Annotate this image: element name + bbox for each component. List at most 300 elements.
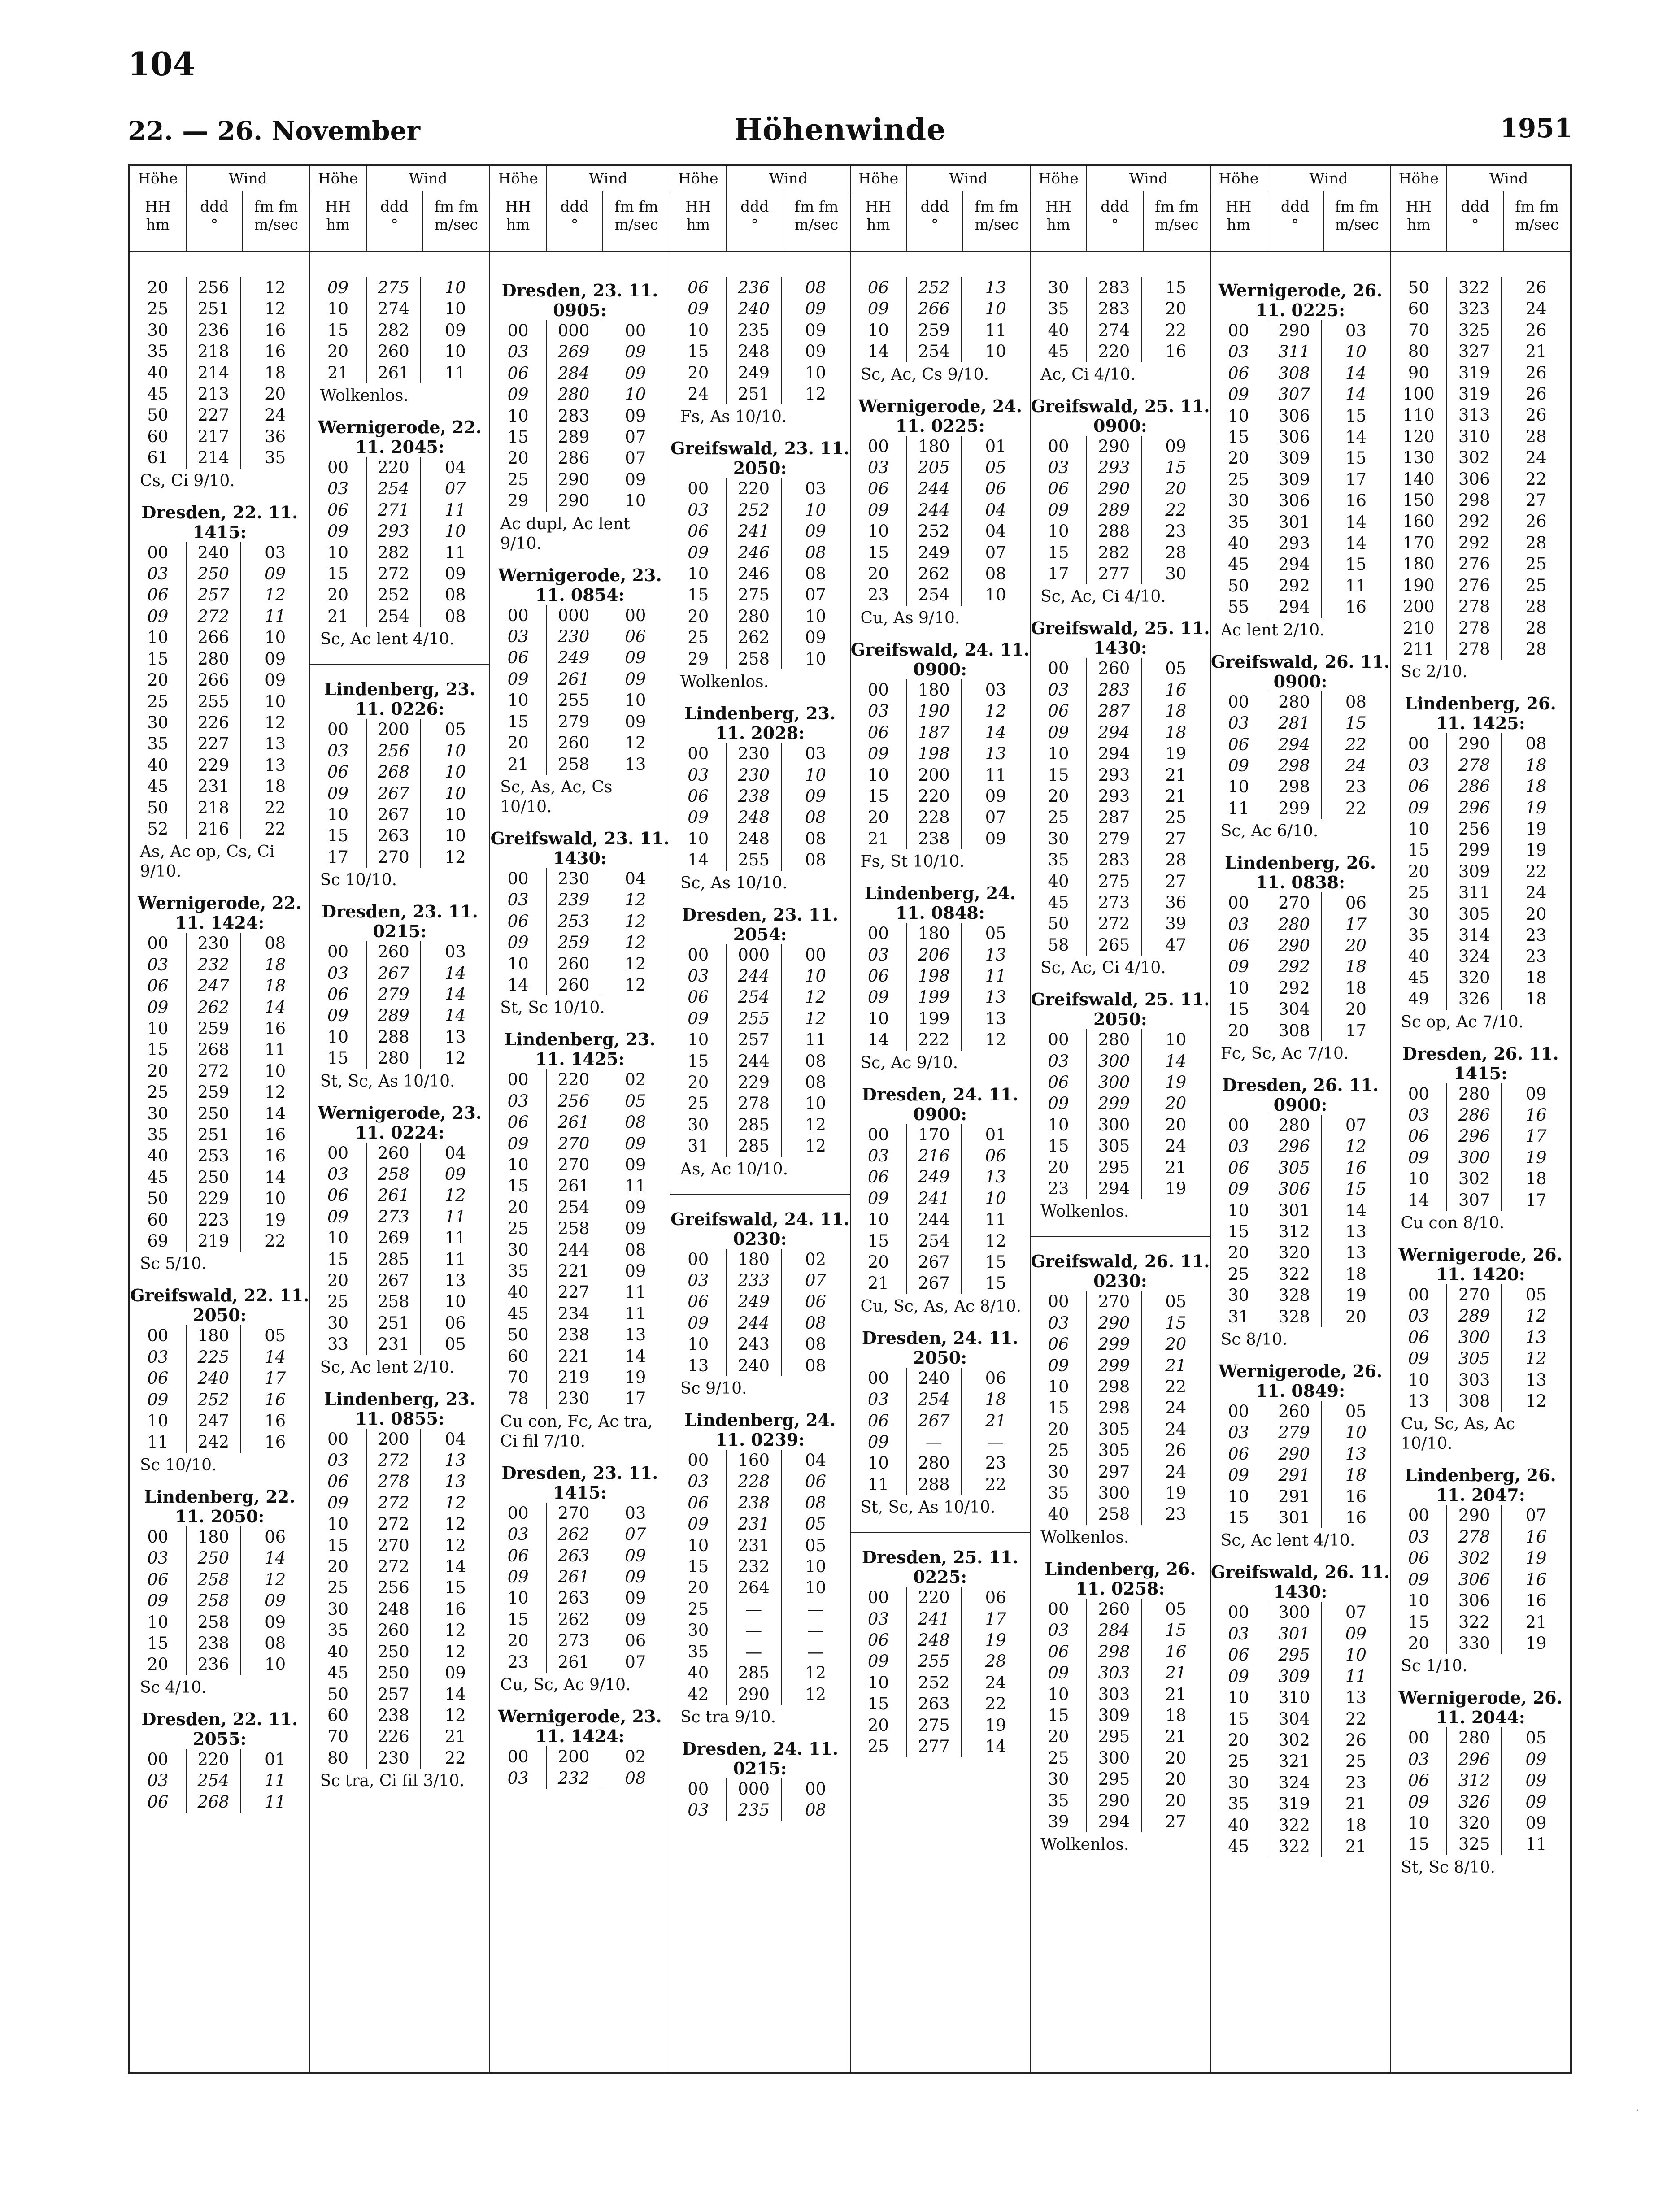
station-title: Dresden, 24. 11. 2050:	[862, 1327, 1018, 1368]
height-cell: 10	[1048, 744, 1069, 764]
direction-cell: 287	[1086, 700, 1142, 722]
direction-cell: 278	[1446, 755, 1502, 776]
speed-cell: 09	[625, 1609, 646, 1629]
speed-cell: 13	[625, 1325, 646, 1345]
height-cell: 03	[688, 1800, 709, 1820]
height-cell: 09	[688, 1009, 709, 1028]
height-cell: 52	[147, 819, 169, 839]
station-title: Wernigerode, 26. 11. 1420:	[1398, 1244, 1562, 1285]
data-table	[1391, 733, 1570, 1009]
direction-cell: 272	[1086, 913, 1142, 934]
direction-cell: 324	[1267, 1772, 1322, 1793]
height-cell: 10	[867, 1009, 889, 1028]
direction-cell: 252	[906, 277, 962, 298]
speed-cell: 16	[1525, 1527, 1547, 1547]
height-cell: 00	[1228, 893, 1249, 913]
height-cell: 03	[688, 1472, 709, 1491]
speed-cell: 20	[1165, 299, 1187, 319]
header-deg: °	[210, 216, 218, 233]
cloud-note: Cu con 8/10.	[1401, 1214, 1505, 1233]
height-cell: 03	[1228, 1423, 1249, 1443]
height-cell: 180	[1403, 554, 1435, 574]
direction-cell: 273	[546, 1630, 601, 1651]
height-cell: 00	[688, 744, 709, 764]
station-block	[851, 1548, 1030, 1757]
station-title: Greifswald, 24. 11. 0900:	[850, 639, 1030, 679]
speed-cell: 12	[444, 1535, 466, 1555]
height-cell: 35	[147, 734, 169, 754]
direction-cell: 327	[1446, 341, 1502, 362]
cloud-note: Sc 8/10.	[1220, 1330, 1288, 1349]
direction-cell: 241	[906, 1608, 962, 1630]
direction-cell: 280	[1446, 1727, 1502, 1748]
height-cell: 10	[1408, 1591, 1429, 1611]
height-cell: 15	[1048, 1705, 1069, 1725]
direction-cell: 236	[186, 1654, 241, 1675]
direction-cell: 305	[1086, 1135, 1142, 1156]
speed-cell: 20	[1345, 935, 1367, 955]
speed-cell: 10	[985, 342, 1006, 361]
speed-cell: 00	[625, 321, 646, 340]
height-cell: 24	[688, 384, 709, 404]
header-wind: Wind	[769, 170, 808, 187]
height-cell: 10	[327, 299, 349, 319]
height-cell: 15	[507, 1176, 529, 1196]
header-speed	[243, 191, 309, 251]
direction-cell: 252	[906, 521, 962, 542]
cloud-note: Wolkenlos.	[320, 387, 409, 405]
speed-cell: 14	[1345, 512, 1367, 532]
height-cell: 25	[507, 469, 529, 489]
height-cell: 10	[1228, 1688, 1249, 1708]
header-hm: hm	[686, 216, 710, 233]
direction-cell: 250	[366, 1662, 422, 1683]
speed-cell: 10	[265, 1189, 286, 1209]
direction-cell: 301	[1267, 1507, 1322, 1528]
height-cell: 03	[1408, 1306, 1429, 1326]
speed-cell: 18	[1345, 1465, 1367, 1485]
speed-cell: 11	[265, 606, 286, 626]
height-cell: 30	[327, 1599, 349, 1619]
speed-cell: 02	[625, 1070, 646, 1090]
height-cell: 50	[1048, 914, 1069, 934]
speed-cell: 25	[1525, 575, 1547, 595]
direction-cell: 258	[546, 754, 601, 775]
height-cell: 211	[1403, 639, 1435, 659]
height-cell: 70	[1408, 320, 1429, 340]
direction-cell: 325	[1446, 320, 1502, 341]
height-cell: 03	[1228, 342, 1249, 362]
height-cell: 29	[507, 491, 529, 511]
direction-cell: 219	[186, 1230, 241, 1252]
direction-cell: 272	[186, 1061, 241, 1082]
direction-cell: 300	[1086, 1072, 1142, 1093]
direction-cell: 271	[366, 500, 422, 521]
station-title: Dresden, 24. 11. 0900:	[862, 1084, 1018, 1124]
speed-cell: 19	[985, 1630, 1006, 1650]
height-cell: 06	[867, 966, 889, 986]
direction-cell: 320	[1267, 1242, 1322, 1263]
direction-cell: 249	[726, 362, 782, 383]
speed-cell: 11	[985, 966, 1006, 986]
height-cell: 20	[327, 585, 349, 605]
column-header	[851, 166, 1030, 252]
header-height-unit	[1391, 191, 1447, 251]
header-row-1	[1211, 166, 1390, 191]
height-cell: 10	[688, 1030, 709, 1050]
height-cell: 06	[147, 1792, 169, 1812]
direction-cell: 298	[1267, 776, 1322, 797]
height-cell: 03	[1408, 1105, 1429, 1125]
direction-cell: 257	[366, 1684, 422, 1705]
height-cell: 100	[1403, 384, 1435, 404]
height-cell: 190	[1403, 575, 1435, 595]
height-cell: 21	[867, 829, 889, 848]
station-block	[490, 829, 670, 1018]
direction-cell: 306	[1267, 405, 1322, 426]
direction-cell: 249	[546, 647, 601, 668]
height-cell: 10	[147, 1018, 169, 1038]
speed-cell: 15	[1165, 1621, 1187, 1640]
direction-cell: 260	[366, 341, 422, 362]
height-cell: 30	[507, 1240, 529, 1260]
direction-cell: 270	[546, 1154, 601, 1175]
direction-cell: 321	[1267, 1751, 1322, 1772]
header-hh: HH	[1045, 198, 1071, 215]
speed-cell: 04	[444, 1429, 466, 1449]
height-cell: 55	[1228, 597, 1249, 617]
direction-cell: 230	[546, 868, 601, 889]
direction-cell: 270	[366, 1535, 422, 1556]
speed-cell: 21	[1165, 1684, 1187, 1704]
station-block	[490, 281, 670, 554]
direction-cell: 238	[906, 828, 962, 849]
height-cell: 06	[1228, 363, 1249, 383]
direction-cell: 268	[186, 1039, 241, 1060]
station-title: Greifswald, 23. 11. 2050:	[670, 438, 850, 478]
speed-cell: 08	[805, 278, 827, 297]
speed-cell: 19	[1525, 1548, 1547, 1568]
direction-cell: 269	[366, 1227, 422, 1248]
direction-cell: 267	[366, 963, 422, 984]
station-block	[1211, 281, 1390, 640]
height-cell: 33	[327, 1335, 349, 1354]
direction-cell: 299	[1086, 1355, 1142, 1376]
speed-cell: 21	[1165, 1663, 1187, 1683]
direction-cell: 320	[1446, 1813, 1502, 1834]
cloud-note: Sc, As 10/10.	[680, 874, 788, 892]
height-cell: 00	[1228, 1402, 1249, 1422]
speed-cell: 10	[985, 585, 1006, 605]
direction-cell: 230	[546, 1388, 601, 1409]
data-table	[1211, 1115, 1390, 1327]
speed-cell: 05	[444, 1335, 466, 1354]
direction-cell: 322	[1267, 1264, 1322, 1285]
speed-cell: 10	[805, 765, 827, 785]
speed-cell: 09	[985, 786, 1006, 806]
direction-cell: 304	[1267, 999, 1322, 1020]
height-cell: 130	[1403, 448, 1435, 468]
height-cell: 03	[1048, 458, 1069, 478]
height-cell: 20	[147, 278, 169, 297]
cloud-note: Wolkenlos.	[680, 673, 769, 691]
speed-cell: 10	[805, 1094, 827, 1113]
height-cell: 10	[1048, 1684, 1069, 1704]
speed-cell: 07	[1345, 1115, 1367, 1135]
speed-cell: 11	[805, 1030, 827, 1050]
height-cell: 20	[507, 733, 529, 753]
direction-cell: 267	[906, 1273, 962, 1294]
height-cell: 00	[688, 1249, 709, 1269]
height-cell: 10	[147, 628, 169, 648]
height-cell: 40	[147, 363, 169, 383]
direction-cell: 225	[186, 1347, 241, 1368]
header-hm: hm	[1046, 216, 1071, 233]
speed-cell: 17	[1345, 469, 1367, 489]
speed-cell: 22	[265, 798, 286, 817]
speed-cell: 21	[1165, 786, 1187, 806]
direction-cell: 280	[186, 648, 241, 669]
height-cell: 00	[507, 1747, 529, 1767]
direction-cell: 298	[1086, 1376, 1142, 1397]
speed-cell: 16	[265, 1411, 286, 1431]
direction-cell: 244	[906, 1209, 962, 1230]
direction-cell: 292	[1446, 532, 1502, 553]
height-cell: 30	[1048, 278, 1069, 297]
speed-cell: 09	[625, 1219, 646, 1239]
height-cell: 09	[1408, 1792, 1429, 1812]
direction-cell: 322	[1446, 277, 1502, 298]
speed-cell: 14	[265, 997, 286, 1017]
direction-cell: 298	[1086, 1641, 1142, 1662]
cloud-note: Sc 5/10.	[140, 1255, 207, 1274]
height-cell: 35	[1228, 512, 1249, 532]
height-cell: 06	[147, 1569, 169, 1589]
height-cell: 10	[867, 1210, 889, 1230]
direction-cell: 255	[726, 1008, 782, 1029]
direction-cell: 000	[546, 605, 601, 626]
height-cell: 14	[867, 342, 889, 361]
direction-cell: 278	[1446, 617, 1502, 639]
data-table	[1031, 1291, 1210, 1525]
direction-cell: 299	[1086, 1093, 1142, 1114]
speed-cell: 19	[625, 1368, 646, 1387]
direction-cell: 283	[1086, 298, 1142, 319]
direction-cell: 256	[186, 277, 241, 298]
height-cell: 09	[327, 783, 349, 803]
speed-cell: 07	[805, 1271, 827, 1290]
direction-cell: 260	[546, 732, 601, 753]
direction-cell: 221	[546, 1346, 601, 1367]
speed-cell: 26	[1525, 384, 1547, 404]
header-ddd: ddd	[740, 198, 769, 215]
speed-cell: 14	[985, 722, 1006, 742]
speed-cell: 27	[1165, 829, 1187, 848]
speed-cell: 26	[1525, 320, 1547, 340]
direction-cell: 240	[186, 542, 241, 563]
height-cell: 10	[688, 1335, 709, 1354]
height-cell: 10	[867, 1453, 889, 1473]
speed-cell: —	[807, 1642, 824, 1661]
direction-cell: 255	[906, 1651, 962, 1672]
speed-cell: 10	[444, 804, 466, 824]
direction-cell: 247	[186, 975, 241, 996]
height-cell: 00	[1228, 1115, 1249, 1135]
speed-cell: 21	[985, 1411, 1006, 1430]
speed-cell: 09	[1525, 1749, 1547, 1769]
height-cell: 20	[327, 1557, 349, 1577]
speed-cell: 08	[805, 1335, 827, 1354]
direction-cell: 244	[906, 500, 962, 521]
height-cell: 20	[1048, 786, 1069, 806]
height-cell: 14	[507, 975, 529, 995]
speed-cell: 22	[1345, 1709, 1367, 1729]
height-cell: 06	[507, 1546, 529, 1565]
height-cell: 00	[327, 458, 349, 478]
station-block	[130, 1709, 309, 1813]
height-cell: 35	[327, 1621, 349, 1640]
direction-cell: 272	[366, 1556, 422, 1577]
header-deg: °	[1111, 216, 1119, 233]
speed-cell: 22	[1345, 798, 1367, 818]
speed-cell: 09	[805, 522, 827, 541]
direction-cell: 319	[1446, 383, 1502, 404]
direction-cell: 273	[1086, 892, 1142, 913]
height-cell: 06	[147, 976, 169, 996]
speed-cell: 22	[1165, 1377, 1187, 1397]
speed-cell: 08	[805, 1072, 827, 1092]
direction-cell: 289	[1086, 500, 1142, 521]
direction-cell: 254	[366, 478, 422, 499]
station-block	[851, 640, 1030, 872]
cloud-note: Wolkenlos.	[1040, 1528, 1129, 1547]
height-cell: 35	[1048, 1483, 1069, 1503]
speed-cell: 12	[444, 1048, 466, 1068]
height-cell: 20	[147, 1061, 169, 1081]
direction-cell: 305	[1267, 1157, 1322, 1178]
height-cell: 06	[1228, 735, 1249, 754]
height-cell: 35	[1048, 299, 1069, 319]
height-cell: 20	[1048, 1419, 1069, 1439]
direction-cell: 261	[366, 1185, 422, 1206]
header-hh: HH	[685, 198, 711, 215]
column-body	[1391, 252, 1570, 1878]
direction-cell: 290	[1446, 1505, 1502, 1526]
speed-cell: 28	[1525, 426, 1547, 446]
header-row-1	[130, 166, 309, 191]
direction-cell: 220	[726, 478, 782, 499]
speed-cell: 12	[1525, 1306, 1547, 1326]
height-cell: 03	[1408, 1749, 1429, 1769]
height-cell: 00	[1048, 1599, 1069, 1619]
data-table	[851, 277, 1030, 362]
direction-cell: 263	[366, 825, 422, 846]
height-cell: 00	[1408, 1285, 1429, 1305]
height-cell: 03	[1228, 1624, 1249, 1643]
direction-cell: 295	[1086, 1726, 1142, 1747]
height-cell: 20	[867, 1715, 889, 1735]
speed-cell: 24	[1165, 1462, 1187, 1482]
data-table	[490, 1746, 670, 1789]
direction-cell: 263	[546, 1587, 601, 1608]
speed-cell: 10	[1345, 1423, 1367, 1443]
height-cell: 15	[327, 320, 349, 340]
speed-cell: 14	[444, 963, 466, 983]
height-cell: 03	[1048, 1313, 1069, 1333]
direction-cell: 250	[186, 563, 241, 584]
data-table	[490, 1069, 670, 1409]
speed-cell: 09	[625, 1567, 646, 1587]
speed-cell: 14	[444, 1684, 466, 1704]
height-cell: 00	[1408, 1084, 1429, 1104]
direction-cell: 286	[546, 448, 601, 469]
direction-cell: 291	[1267, 1486, 1322, 1507]
station-title: Dresden, 23. 11. 2054:	[682, 904, 839, 944]
header-row-2	[310, 191, 490, 251]
direction-cell: 248	[726, 807, 782, 828]
direction-cell: 249	[906, 542, 962, 563]
height-cell: 30	[327, 1313, 349, 1333]
speed-cell: 24	[1525, 883, 1547, 903]
direction-cell: 000	[726, 1778, 782, 1800]
speed-cell: 12	[625, 933, 646, 952]
height-cell: 10	[867, 320, 889, 340]
speed-cell: 22	[1165, 500, 1187, 520]
direction-cell: 213	[186, 383, 241, 404]
speed-cell: 08	[265, 1633, 286, 1653]
direction-cell: 258	[366, 1291, 422, 1312]
speed-cell: 16	[265, 320, 286, 340]
height-cell: 06	[688, 987, 709, 1007]
speed-cell: 04	[625, 869, 646, 888]
direction-cell: 280	[1267, 914, 1322, 935]
direction-cell: 300	[1086, 1114, 1142, 1135]
speed-cell: 05	[1525, 1728, 1547, 1748]
speed-cell: 10	[265, 691, 286, 711]
height-cell: 25	[867, 1737, 889, 1756]
direction-cell: 190	[906, 700, 962, 722]
speed-cell: 07	[625, 448, 646, 468]
height-cell: 40	[1048, 320, 1069, 340]
header-ff: fm fm	[1155, 198, 1199, 215]
height-cell: 15	[507, 1609, 529, 1629]
speed-cell: 00	[805, 945, 827, 965]
speed-cell: 20	[1525, 904, 1547, 924]
speed-cell: 10	[805, 649, 827, 669]
direction-cell: 306	[1267, 426, 1322, 448]
height-cell: 06	[147, 585, 169, 605]
direction-cell: 240	[186, 1368, 241, 1389]
height-cell: 40	[1048, 1504, 1069, 1524]
speed-cell: 20	[1165, 1791, 1187, 1810]
speed-cell: 16	[1525, 1569, 1547, 1589]
direction-cell: —	[726, 1599, 782, 1620]
speed-cell: 14	[444, 1006, 466, 1026]
height-cell: 03	[507, 1525, 529, 1544]
direction-cell: 249	[726, 1291, 782, 1312]
speed-cell: 13	[1525, 1327, 1547, 1347]
direction-cell: 293	[1086, 457, 1142, 478]
header-height-unit	[310, 191, 367, 251]
station-block	[670, 439, 850, 692]
direction-cell: 276	[1446, 575, 1502, 596]
speed-cell: 10	[625, 385, 646, 404]
speed-cell: 09	[625, 342, 646, 362]
direction-cell: 303	[1086, 1684, 1142, 1705]
height-cell: 20	[507, 1197, 529, 1217]
direction-cell: 260	[366, 941, 422, 962]
speed-cell: 15	[1345, 448, 1367, 468]
